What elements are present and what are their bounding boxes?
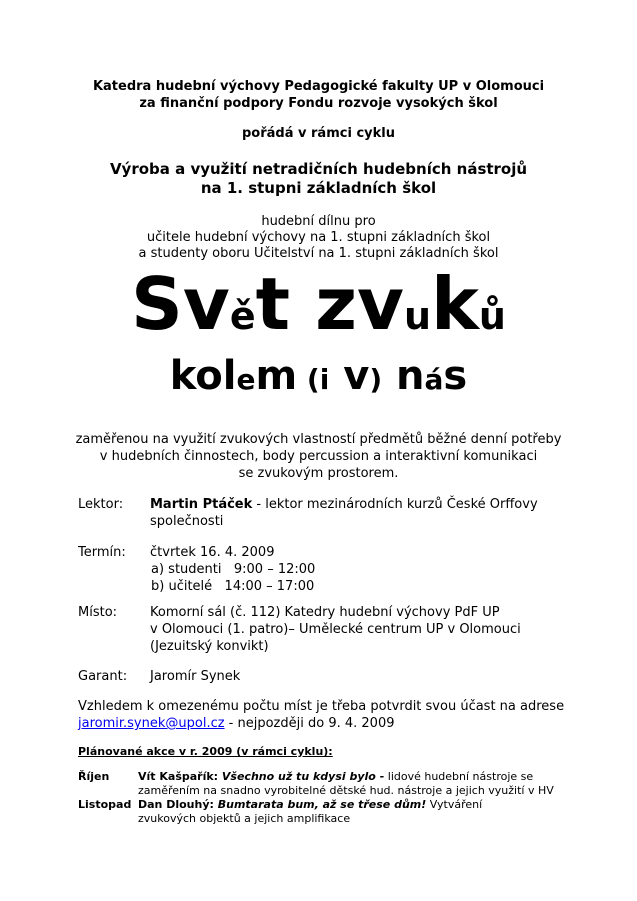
big-title-glyph: k: [431, 262, 479, 346]
workshop-intro: [0, 214, 637, 262]
event-title: Všechno už tu kdysi bylo -: [218, 770, 385, 783]
workshop-title-line-2: na 1. stupni základních škol: [200, 179, 437, 197]
big-title-glyph: (: [297, 363, 320, 396]
big-title-glyph: i: [319, 363, 330, 396]
termin-value: [150, 544, 570, 595]
big-title-glyph: u: [403, 294, 431, 338]
big-title-glyph: e: [236, 363, 256, 396]
lektor-role-line-2: společnosti: [150, 514, 224, 529]
event-month: Říjen: [78, 770, 110, 783]
misto-line-3: (Jezuitský konvikt): [150, 639, 269, 654]
event-month: Listopad: [78, 798, 132, 811]
contact-email-link[interactable]: jaromir.synek@upol.cz: [78, 716, 225, 731]
big-title-glyph: kol: [169, 353, 237, 399]
big-title-glyph: s: [443, 353, 468, 399]
event-description: Vytváření: [426, 798, 483, 811]
description-line-2: v hudebních činnostech, body percussion a interaktivní komunikaci: [99, 449, 538, 464]
event-speaker: Dan Dlouhý:: [138, 798, 214, 811]
big-title-glyph: n: [382, 353, 425, 399]
event-description-line-2: zaměřením na snadno vyrobitelné dětské hud. nástroje a jejich využití v HV: [138, 784, 554, 797]
big-title-glyph: m: [255, 353, 298, 399]
big-title-glyph: ): [369, 363, 383, 396]
workshop-title: [0, 160, 637, 198]
big-title-glyph: v: [329, 353, 370, 399]
big-title-line-1: [0, 262, 637, 346]
big-title-glyph: á: [424, 363, 444, 396]
event-speaker: Vít Kašpařík:: [138, 770, 219, 783]
registration-note-line-1: Vzhledem k omezenému počtu míst je třeba potvrdit svou účast na adrese: [78, 699, 565, 714]
big-title-glyph: ě: [229, 294, 256, 338]
event-description-line-2: zvukových objektů a jejich amplifikace: [138, 812, 351, 825]
planned-events-title: Plánované akce v r. 2009 (v rámci cyklu):: [78, 745, 333, 758]
big-title-glyph: t: [255, 262, 291, 346]
misto-value: [150, 604, 570, 655]
description-line-1: zaměřenou na využití zvukových vlastností předmětů běžné denní potřeby: [75, 432, 562, 447]
workshop-description: [0, 431, 637, 482]
garant-name: Jaromír Synek: [150, 669, 241, 684]
registration-note: [78, 698, 578, 732]
organizer-line-1: Katedra hudební výchovy Pedagogické fakulty UP v Olomouci: [92, 79, 545, 94]
event-details: [138, 770, 598, 798]
misto-label: Místo:: [78, 605, 118, 620]
termin-date: čtvrtek 16. 4. 2009: [150, 545, 275, 560]
big-title-glyph: Sv: [131, 262, 230, 346]
intro-line-3: a studenty oboru Učitelství na 1. stupni základních škol: [138, 246, 499, 261]
description-line-3: se zvukovým prostorem.: [238, 466, 399, 481]
termin-label: Termín:: [78, 545, 126, 560]
lektor-label: Lektor:: [78, 497, 124, 512]
big-title-line-2: [0, 353, 637, 399]
lektor-value: [150, 496, 570, 530]
organizer-header: [0, 78, 637, 112]
big-title-glyph: ů: [478, 294, 506, 338]
event-title: Bumtarata bum, až se třese dům!: [213, 798, 427, 811]
intro-line-2: učitele hudební výchovy na 1. stupni základních škol: [146, 230, 491, 245]
intro-line-1: hudební dílnu pro: [261, 214, 376, 229]
lektor-name: Martin Ptáček: [150, 497, 253, 512]
garant-label: Garant:: [78, 669, 128, 684]
termin-students-time: a) studenti 9:00 – 12:00: [151, 562, 316, 577]
misto-line-1: Komorní sál (č. 112) Katedry hudební výchovy PdF UP: [150, 605, 500, 620]
big-title-glyph: zv: [290, 262, 404, 346]
event-description: lidové hudební nástroje se: [384, 770, 534, 783]
lektor-role: - lektor mezinárodních kurzů České Orffovy: [252, 497, 538, 512]
series-intro: pořádá v rámci cyklu: [242, 126, 395, 141]
termin-teachers-time: b) učitelé 14:00 – 17:00: [151, 579, 315, 594]
registration-deadline: - nejpozději do 9. 4. 2009: [224, 716, 395, 731]
workshop-title-line-1: Výroba a využití netradičních hudebních nástrojů: [109, 160, 528, 178]
misto-line-2: v Olomouci (1. patro)– Umělecké centrum UP v Olomouci: [150, 622, 521, 637]
event-details: [138, 798, 598, 826]
organizer-line-2: za finanční podpory Fondu rozvoje vysokých škol: [139, 96, 498, 111]
